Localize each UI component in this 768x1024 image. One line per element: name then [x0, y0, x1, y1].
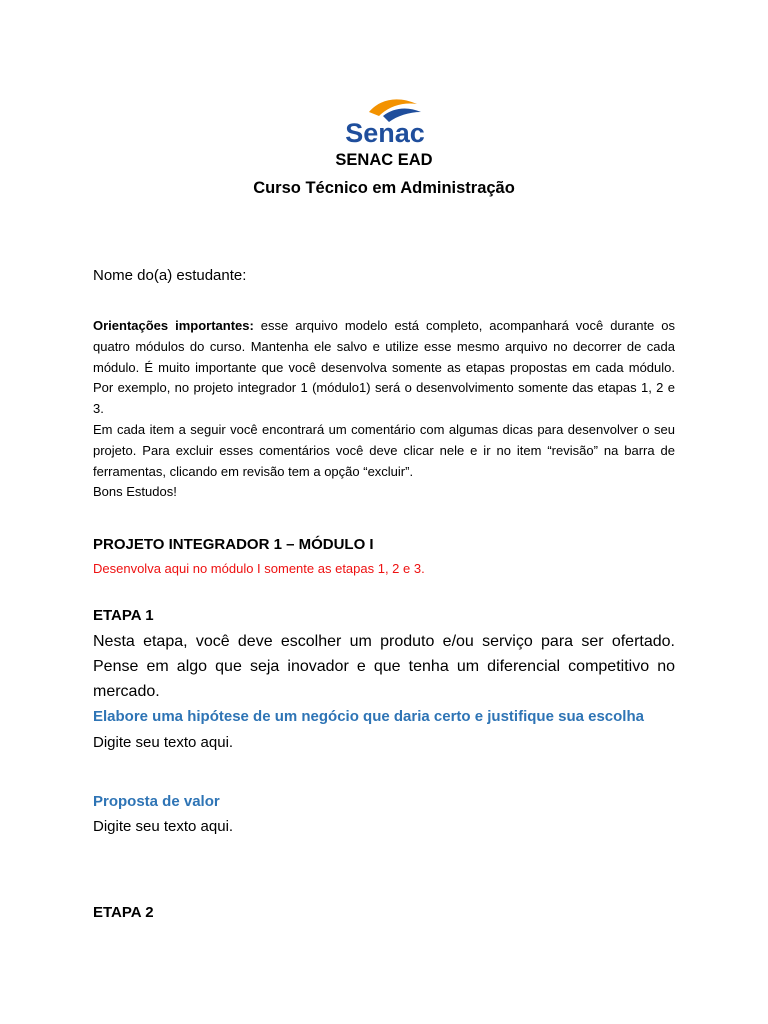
orientation-lead: Orientações importantes: — [93, 318, 254, 333]
stage1-description: Nesta etapa, você deve escolher um produto e/ou serviço para ser ofertado. Pense em algo que seja inovador e que tenha um diferencial competitivo no mercado. — [93, 633, 675, 700]
project-note: Desenvolva aqui no módulo I somente as etapas 1, 2 e 3. — [93, 561, 425, 576]
project-title: PROJETO INTEGRADOR 1 – MÓDULO I — [93, 536, 374, 553]
value-proposition-text-field[interactable]: Digite seu texto aqui. — [93, 818, 234, 835]
orientation-text: esse arquivo modelo está completo, acompanhará você durante os quatro módulos do curso. Mantenha ele salvo e utilize esse mesmo arquivo no decorrer de cada módulo. É muito importante que você desenvolva somente as etapas propostas em cada módulo. Por exemplo, no projeto integrador 1 (módulo1) será o desenvolvimento somente das etapas 1, 2 e 3. — [93, 318, 675, 417]
value-proposition-heading: Proposta de valor — [93, 793, 220, 810]
stage2-title: ETAPA 2 — [93, 904, 154, 921]
senac-logo — [339, 94, 431, 152]
stage1-title: ETAPA 1 — [93, 607, 154, 624]
organization-title: SENAC EAD — [335, 151, 433, 169]
student-name-label: Nome do(a) estudante: — [93, 267, 247, 284]
orientation-block — [93, 316, 675, 503]
orientation-closing: Bons Estudos! — [93, 484, 177, 500]
orientation-text-2: Em cada item a seguir você encontrará um comentário com algumas dicas para desenvolver o seu projeto. Para excluir esses comentários você deve clicar nele e ir no item “revisão” na barra de ferramentas, clicando em revisão tem a opção “excluir”. — [93, 421, 675, 479]
logo-wordmark: Senac — [345, 118, 425, 148]
hypothesis-heading: Elabore uma hipótese de um negócio que daria certo e justifique sua escolha — [93, 708, 644, 725]
hypothesis-text-field[interactable]: Digite seu texto aqui. — [93, 734, 234, 751]
course-title: Curso Técnico em Administração — [253, 179, 515, 197]
